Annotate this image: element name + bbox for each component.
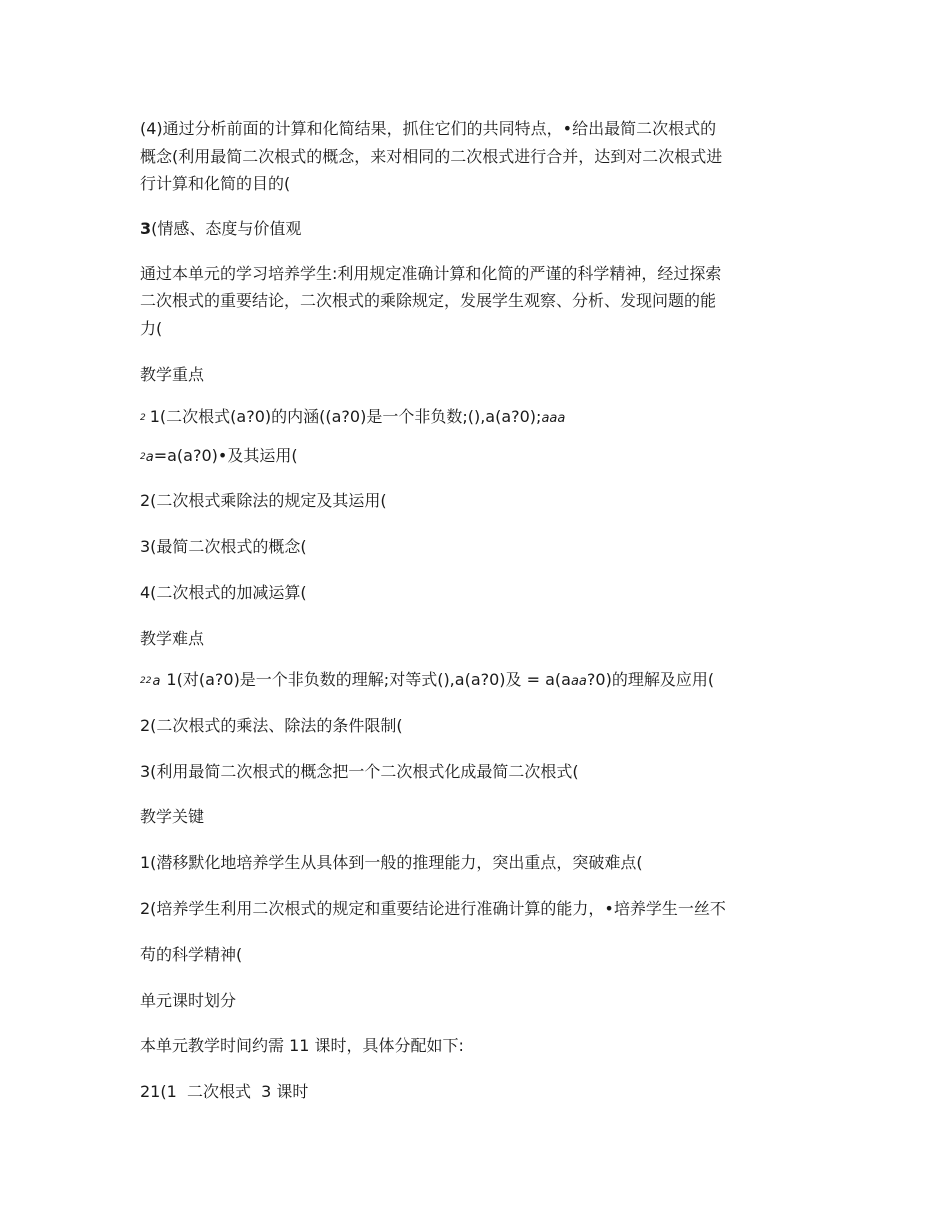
difficulty-1-text-b: ?0)的理解及应用(	[586, 670, 715, 689]
difficulty-1	[140, 668, 714, 694]
difficulties-heading: 教学难点	[140, 629, 205, 648]
key-points-heading: 教学重点	[140, 365, 205, 384]
key-point-1-text: 1(二次根式(a?0)的内涵((a?0)是一个非负数;(),a(a?0);	[149, 407, 542, 426]
attitude-line1: 通过本单元的学习培养学生:利用规定准确计算和化简的严谨的科学精神，经过探索	[140, 264, 722, 283]
key-point-1b-text: =a(a?0)•及其运用(	[153, 446, 298, 465]
key-point-1b-variable: a	[145, 450, 154, 465]
objective3-number: 3	[140, 219, 152, 238]
key-heading: 教学关键	[140, 807, 205, 826]
key-point-1	[140, 405, 565, 431]
difficulty-1-variable: a	[152, 674, 161, 689]
key-point-2: 2(二次根式乘除法的规定及其运用(	[140, 491, 387, 510]
attitude-line3: 力(	[140, 319, 163, 338]
key-point-3: 3(最简二次根式的概念(	[140, 537, 307, 556]
objective4-line3: 行计算和化简的目的(	[140, 174, 291, 193]
key-point-1-superscript: 2	[140, 413, 146, 423]
difficulty-1-mid: aa	[570, 674, 587, 689]
schedule-heading: 单元课时划分	[140, 991, 237, 1010]
key-item-2-line1: 2(培养学生利用二次根式的规定和重要结论进行准确计算的能力，•培养学生一丝不	[140, 899, 726, 918]
objective3-heading	[140, 217, 301, 241]
key-item-1: 1(潜移默化地培养学生从具体到一般的推理能力，突出重点，突破难点(	[140, 853, 643, 872]
objective3-title: (情感、态度与价值观	[151, 219, 302, 238]
objective4-line2: 概念(利用最简二次根式的概念，来对相同的二次根式进行合并，达到对二次根式进	[140, 147, 723, 166]
key-point-1b	[140, 444, 298, 470]
schedule-item-1: 21(1 二次根式 3 课时	[140, 1082, 309, 1101]
difficulty-2: 2(二次根式的乘法、除法的条件限制(	[140, 716, 403, 735]
difficulty-3: 3(利用最简二次根式的概念把一个二次根式化成最简二次根式(	[140, 762, 579, 781]
key-point-1b-superscript: 2	[140, 452, 146, 462]
difficulty-1-superscript: 22	[140, 676, 152, 686]
schedule-intro: 本单元教学时间约需 11 课时，具体分配如下:	[140, 1036, 464, 1055]
difficulty-1-text-a: 1(对(a?0)是一个非负数的理解;对等式(),a(a?0)及 = a(a	[166, 670, 571, 689]
key-item-2-line2: 苟的科学精神(	[140, 945, 243, 964]
attitude-line2: 二次根式的重要结论，二次根式的乘除规定，发展学生观察、分析、发现问题的能	[140, 291, 717, 310]
objective4-line1: (4)通过分析前面的计算和化简结果，抓住它们的共同特点，•给出最简二次根式的	[140, 119, 717, 138]
key-point-1-tail: aaa	[541, 411, 566, 426]
key-point-4: 4(二次根式的加减运算(	[140, 583, 307, 602]
